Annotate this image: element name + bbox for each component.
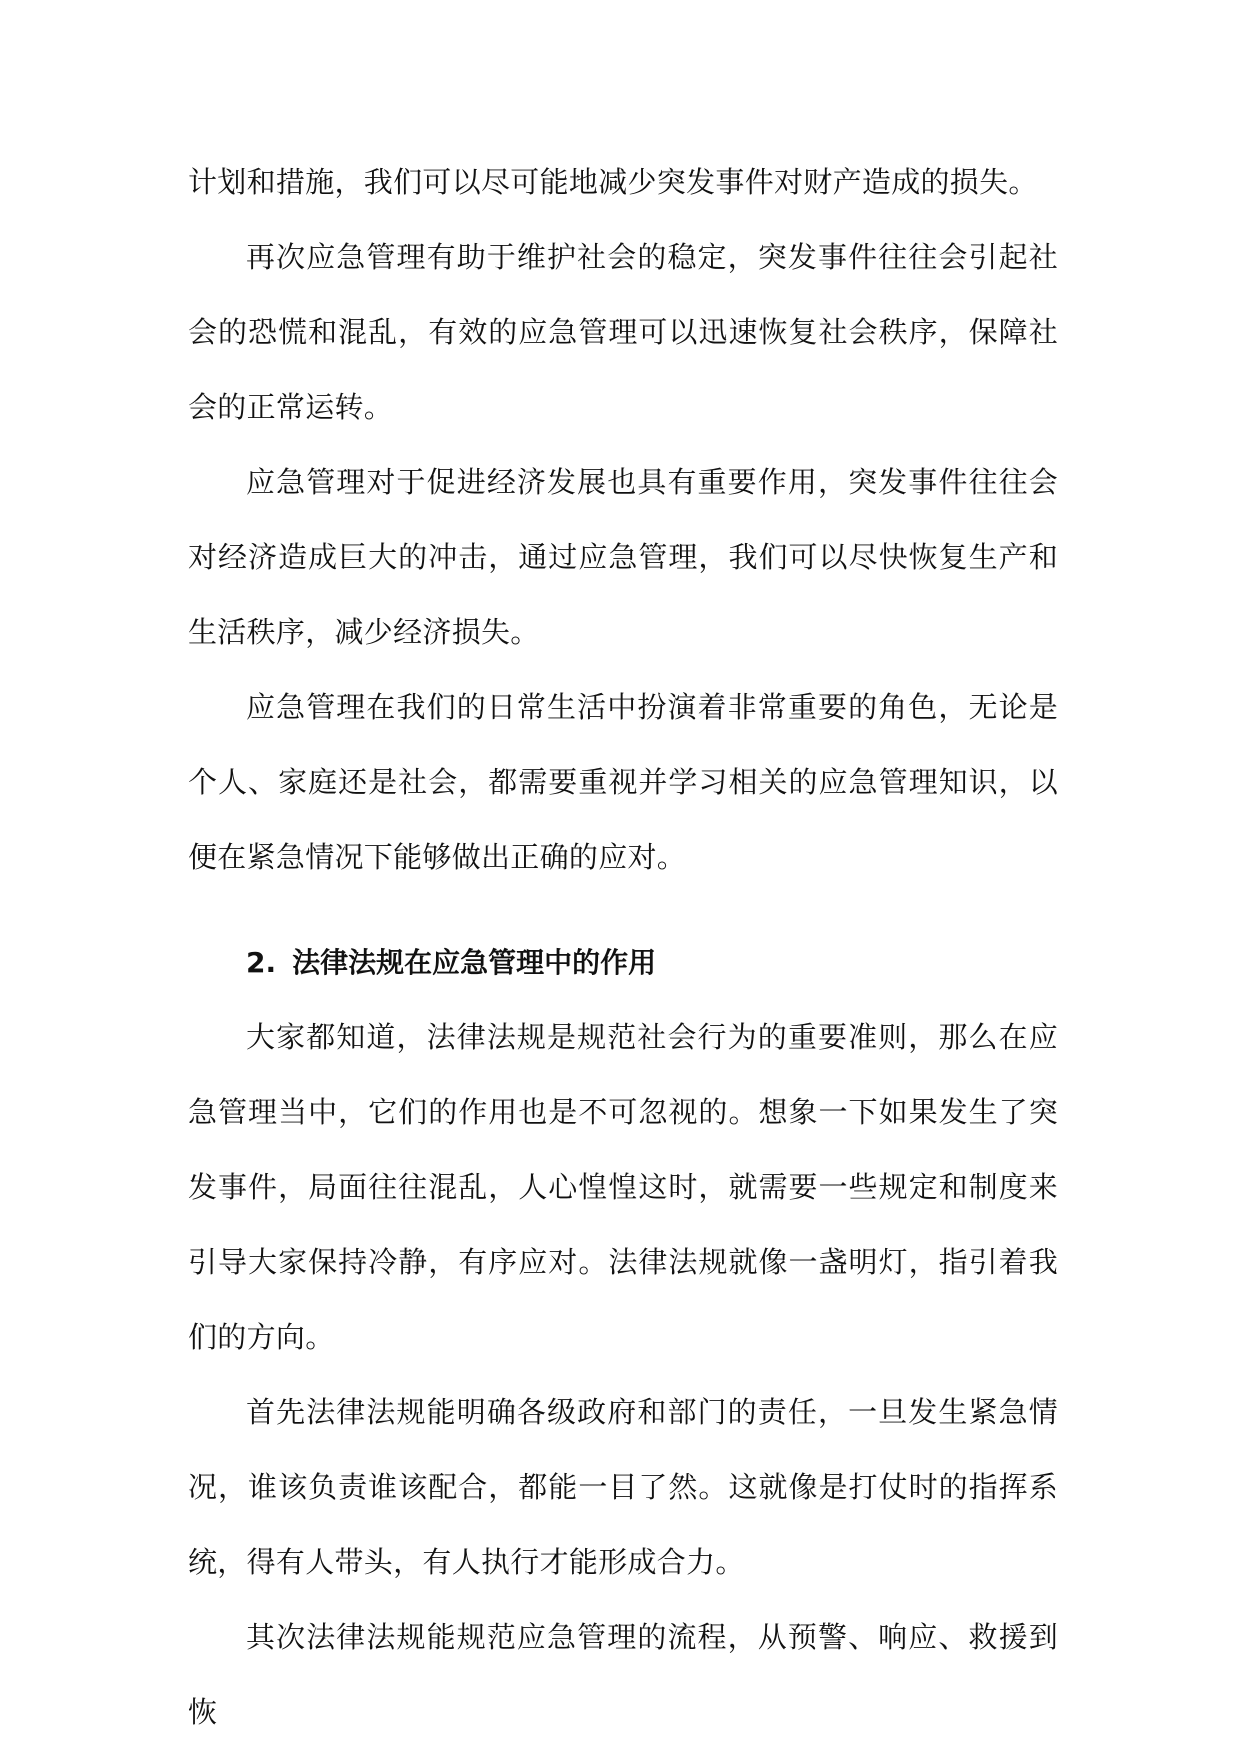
section-number: 2.	[246, 946, 277, 979]
section-heading	[188, 925, 1058, 1000]
paragraph-laws-responsibility: 首先法律法规能明确各级政府和部门的责任，一旦发生紧急情况，谁该负责谁该配合，都能一目了然。这就像是打仗时的指挥系统，得有人带头，有人执行才能形成合力。	[188, 1395, 1058, 1579]
paragraph-laws-process: 其次法律法规能规范应急管理的流程，从预警、响应、救援到恢	[188, 1620, 1058, 1729]
paragraph-laws-intro: 大家都知道，法律法规是规范社会行为的重要准则，那么在应急管理当中，它们的作用也是不可忽视的。想象一下如果发生了突发事件，局面往往混乱，人心惶惶这时，就需要一些规定和制度来引导大家保持冷静，有序应对。法律法规就像一盏明灯，指引着我们的方向。	[188, 1020, 1058, 1354]
paragraph-daily-life-role: 应急管理在我们的日常生活中扮演着非常重要的角色，无论是个人、家庭还是社会，都需要重视并学习相关的应急管理知识，以便在紧急情况下能够做出正确的应对。	[188, 690, 1058, 874]
paragraph-social-stability: 再次应急管理有助于维护社会的稳定，突发事件往往会引起社会的恐慌和混乱，有效的应急管理可以迅速恢复社会秩序，保障社会的正常运转。	[188, 240, 1058, 424]
paragraph-economic-development: 应急管理对于促进经济发展也具有重要作用，突发事件往往会对经济造成巨大的冲击，通过应急管理，我们可以尽快恢复生产和生活秩序，减少经济损失。	[188, 465, 1058, 649]
paragraph-continued: 计划和措施，我们可以尽可能地减少突发事件对财产造成的损失。	[188, 165, 1038, 199]
section-title: 法律法规在应急管理中的作用	[292, 946, 657, 979]
document-body	[188, 145, 1058, 1750]
